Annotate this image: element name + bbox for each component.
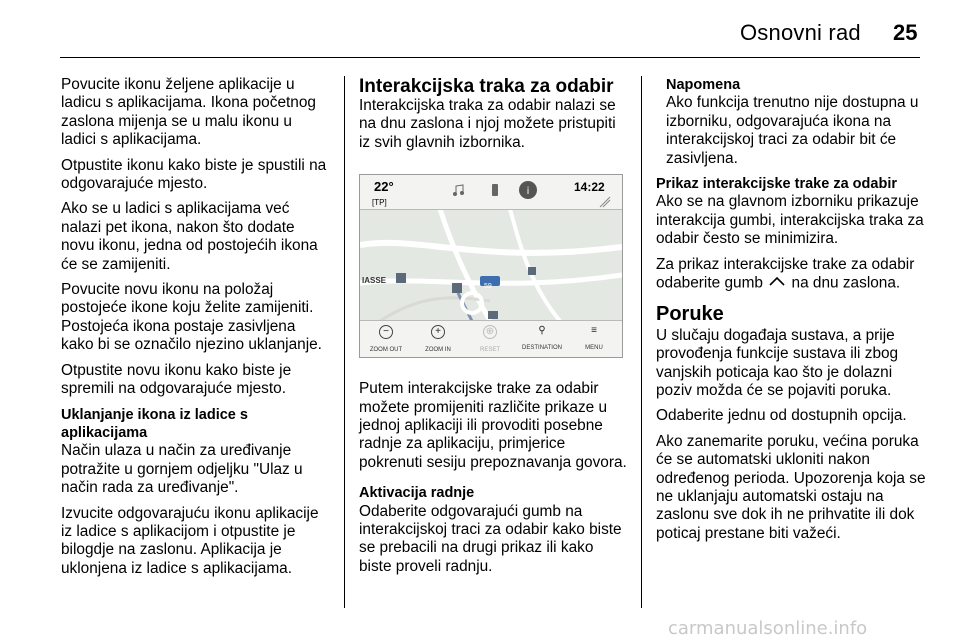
temperature: 22° — [374, 179, 394, 195]
section-title: Poruke — [656, 302, 724, 325]
section-title: Interakcijska traka za odabir — [359, 76, 614, 97]
clock: 14:22 — [574, 180, 605, 195]
watermark: carmanualsonline.info — [668, 618, 868, 639]
zoom-out-button[interactable]: − ZOOM OUT — [369, 326, 403, 354]
page-title: Osnovni rad — [740, 20, 861, 45]
paragraph: Povucite novu ikonu na položaj postojeće ikone koju želite zamijeniti. Postojeća ikona postaje zasivljena kako bi se označilo njezino uklanjanje. — [61, 281, 322, 354]
column-3 — [656, 76, 926, 550]
crosshair-icon: ⊕ — [483, 325, 497, 339]
paragraph: Način ulaza u način za uređivanje potražite u gornjem odjeljku "Ulaz u način rada za uređivanje". — [61, 442, 303, 497]
paragraph: Putem interakcijske trake za odabir možete promijeniti različite prikaze u jednoj aplikaciji ili provoditi posebne radnje za aplikaciju, primjerice pokrenuti sesiju prepoznavanja govora. — [359, 380, 627, 471]
paragraph: Odaberite jednu od dostupnih opcija. — [656, 407, 907, 425]
route-number: 59 — [484, 283, 492, 291]
paragraph: Povucite ikonu željene aplikacije u ladicu s aplikacijama. Ikona početnog zaslona mijenja se u malu ikonu u ladici s aplikacijama. — [61, 76, 316, 149]
paragraph: U slučaju događaja sustava, a prije provođenja funkcije sustava ili zbog vanjskih poticaja kao što je dolazni poziv možda će se pojaviti poruka. — [656, 326, 899, 399]
note-box — [666, 76, 926, 168]
search-icon: ⚲ — [538, 325, 546, 337]
navigation-icon — [518, 180, 538, 200]
paragraph: Ako zanemarite poruku, većina poruka će se automatski ukloniti nakon određenog perioda. Upozorenja koja se ne uklanjaju automatski ostaju na zaslonu sve dok ih ne prihvatite ili dok poticaj prestane biti važeći. — [656, 432, 926, 542]
interaction-selector-bar — [360, 320, 622, 357]
phone-icon — [488, 183, 502, 197]
note-text: Ako funkcija trenutno nije dostupna u izborniku, odgovarajuća ikona na interakcijskoj traci za odabir bit će zasivljena. — [666, 94, 919, 167]
map-label: IASSE — [362, 276, 387, 286]
column-divider — [641, 76, 642, 608]
menu-icon: ≡ — [591, 325, 597, 337]
section-heading: Aktivacija radnje — [359, 485, 475, 502]
tp-indicator: [TP] — [372, 198, 387, 208]
music-icon — [452, 183, 466, 197]
svg-text:i: i — [526, 186, 530, 198]
infotainment-screenshot — [359, 174, 623, 358]
screen-status-bar — [360, 175, 622, 210]
paragraph: Ako se na glavnom izborniku prikazuje interakcija gumbi, interakcijska traka za odabir često se minimizira. — [656, 193, 924, 248]
page-number: 25 — [893, 20, 918, 45]
minus-icon: − — [379, 325, 393, 339]
paragraph: Za prikaz interakcijske trake za odabir odaberite gumb na dnu zaslona. — [656, 255, 915, 292]
column-2 — [359, 76, 627, 583]
column-1 — [61, 76, 329, 585]
destination-button[interactable]: ⚲ DESTINATION — [522, 325, 562, 352]
paragraph: Otpustite ikonu kako biste je spustili na odgovarajuće mjesto. — [61, 156, 327, 193]
reset-button[interactable]: ⊕ RESET — [479, 326, 500, 354]
paragraph: Ako se u ladici s aplikacijama već nalazi pet ikona, nakon što dodate novu ikonu, jedna od postojećih ikona će se zamijeniti. — [61, 200, 318, 273]
section-heading: Prikaz interakcijske trake za odabir — [656, 176, 897, 193]
paragraph: Odaberite odgovarajući gumb na interakcijskoj traci za odabir kako biste se prebacili na drugi prikaz ili kako biste proveli radnju. — [359, 502, 622, 575]
note-title: Napomena — [666, 77, 741, 93]
paragraph: Interakcijska traka za odabir nalazi se na dnu zaslona i njoj možete pristupiti iz svih glavnih izbornika. — [359, 97, 616, 151]
column-divider — [344, 76, 345, 608]
plus-icon: + — [431, 325, 445, 339]
menu-button[interactable]: ≡ MENU — [585, 325, 603, 352]
paragraph: Izvucite odgovarajuću ikonu aplikacije iz ladice s aplikacijom i otpustite je bilogdje na zaslonu. Aplikacija je uklonjena iz ladice s aplikacijama. — [61, 504, 319, 577]
paragraph: Otpustite novu ikonu kako biste je spremili na odgovarajuće mjesto. — [61, 361, 292, 398]
header-rule — [60, 57, 920, 58]
page-header — [0, 0, 960, 64]
zoom-in-button[interactable]: + ZOOM IN — [425, 326, 451, 354]
antenna-icon — [598, 195, 612, 209]
section-heading: Uklanjanje ikona iz ladice s aplikacijama — [61, 406, 248, 441]
chevron-up-icon — [767, 274, 787, 292]
